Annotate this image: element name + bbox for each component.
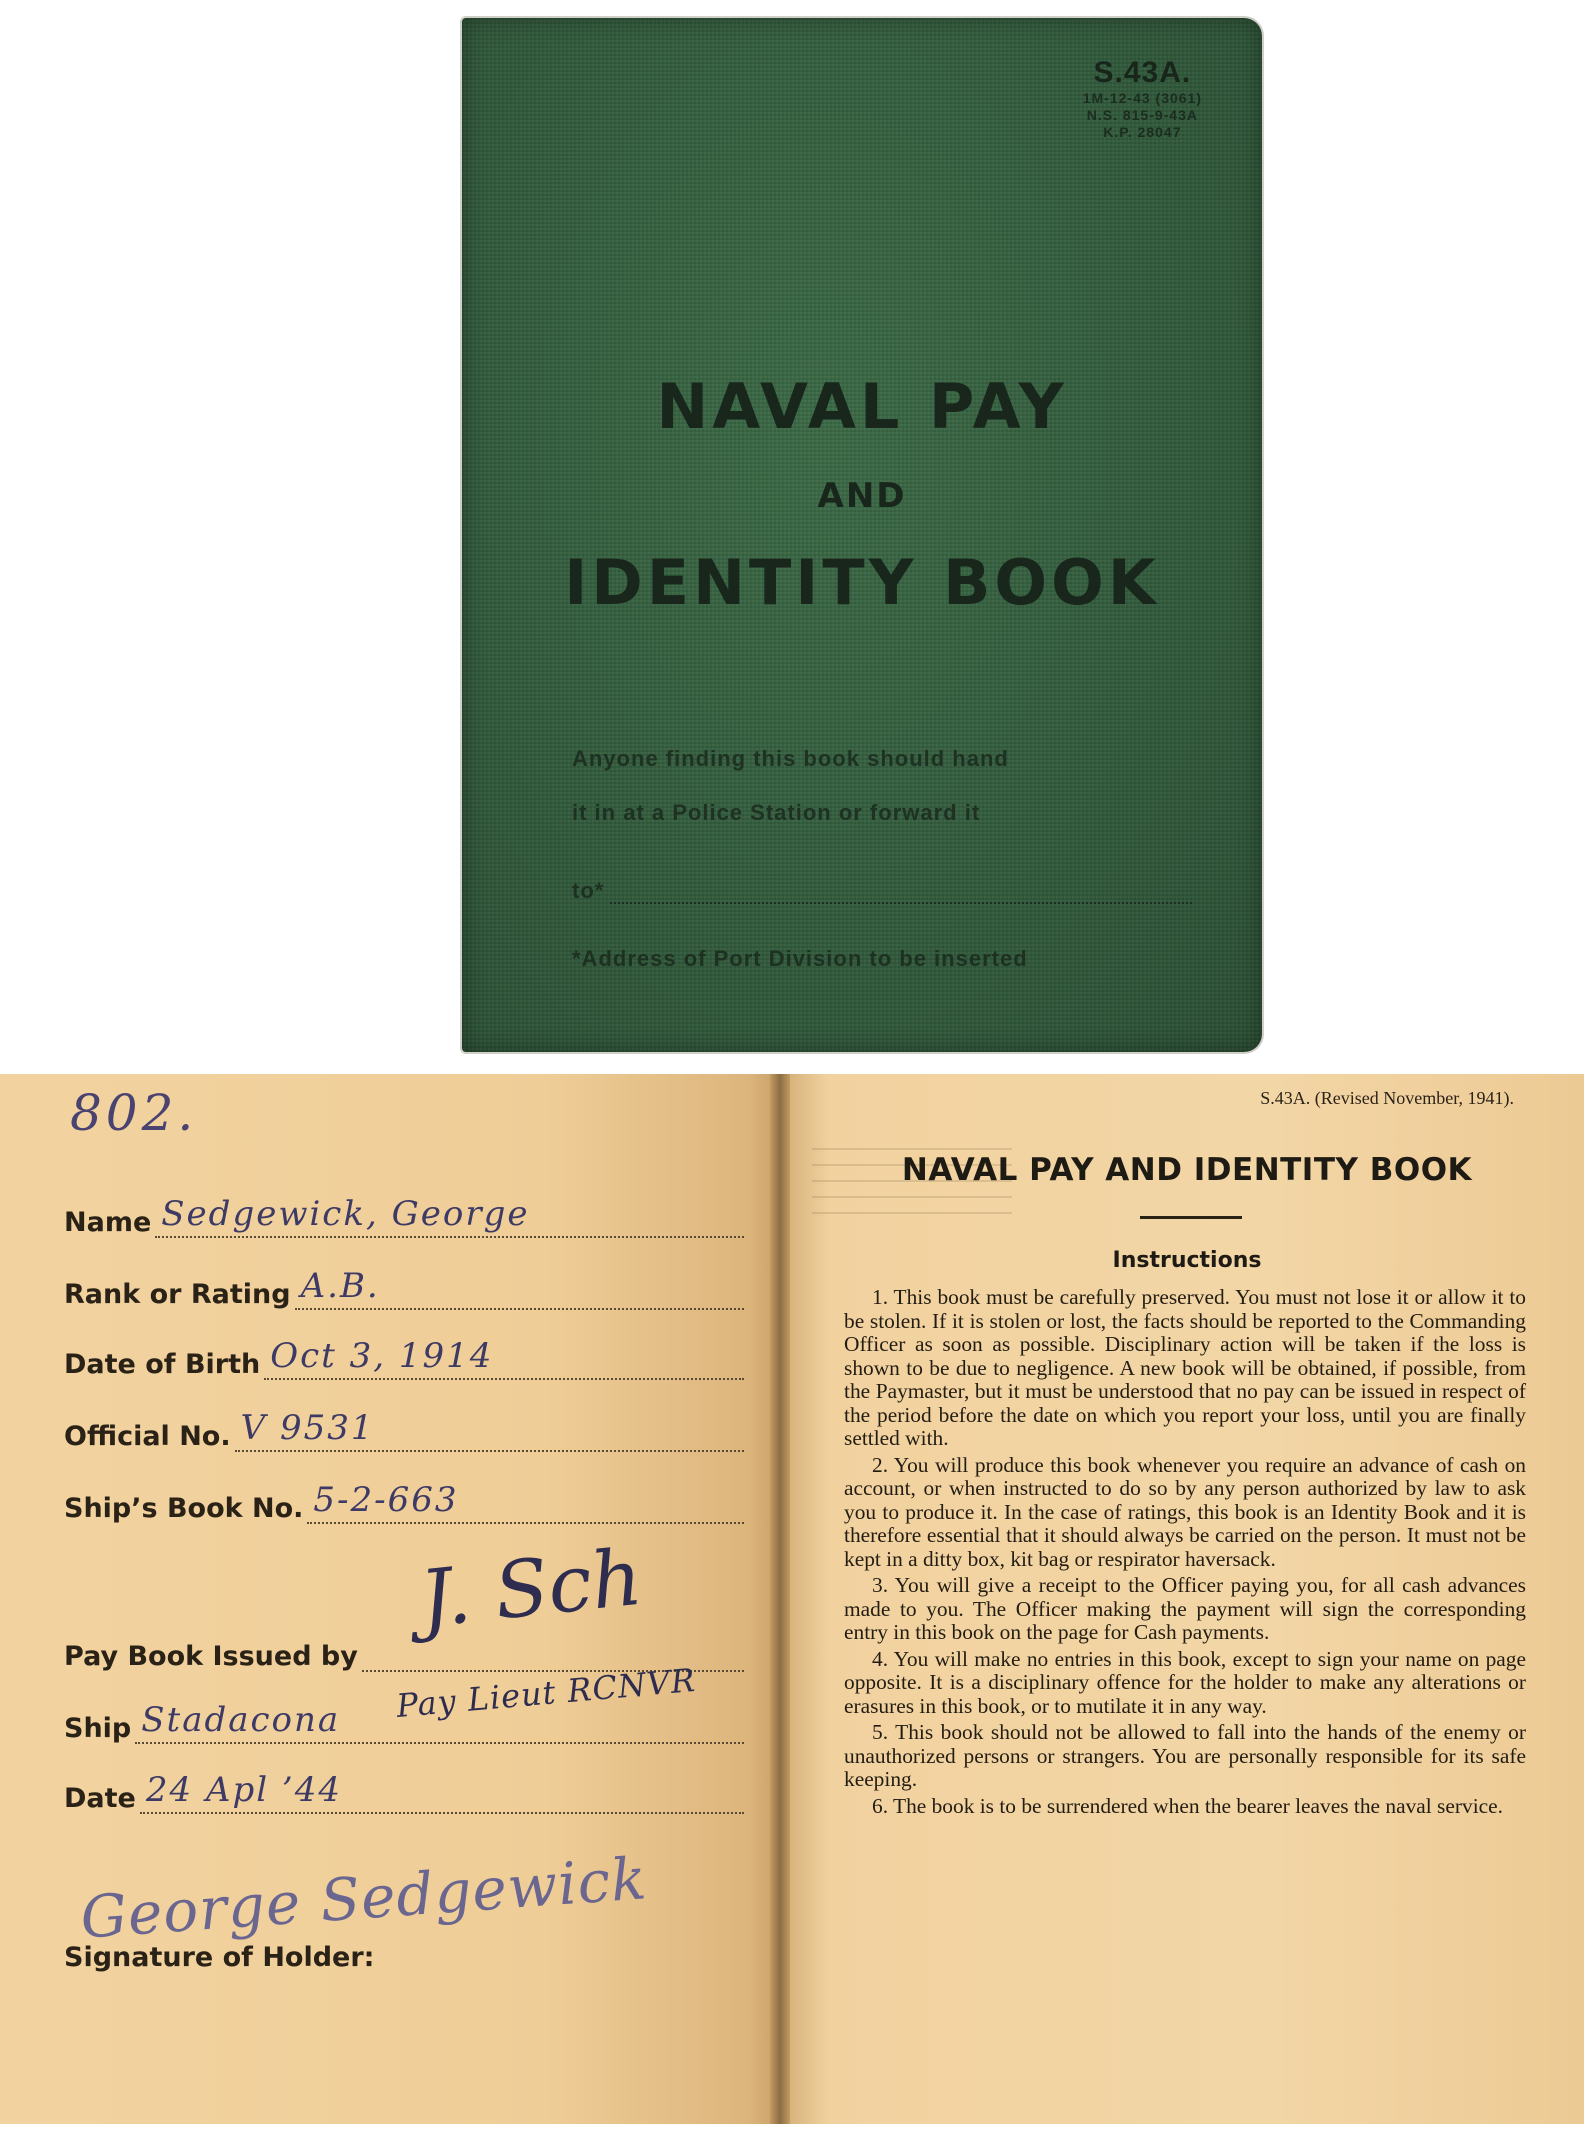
ships-book-no-field: [64, 1480, 744, 1524]
holder-signature-label: Signature of Holder:: [64, 1942, 375, 1973]
cover-address-line: [610, 884, 1192, 904]
title-divider: [1140, 1216, 1242, 1219]
cover-print-line: N.S. 815-9-43A: [1086, 107, 1198, 123]
dob-value: Oct 3, 1914: [270, 1336, 494, 1376]
instruction-paragraph: 1. This book must be carefully preserved. You must not lose it or allow it to be stolen. If it is stolen or lost, the facts should be reported to the Commanding Officer as soon as possible. Disciplinary action will be taken if the loss is shown to be due to negligence. A new book will be obtained, if possible, from the Paymaster, but it must be understood that no pay can be issued in respect of the period before the date on which you report your loss, until you are finally settled with.: [844, 1285, 1526, 1450]
name-field: [64, 1194, 744, 1238]
instruction-paragraph: 5. This book should not be allowed to fall into the hands of the enemy or unauthorized persons or strangers. You are personally responsible for its safe keeping.: [844, 1720, 1526, 1791]
cover-form-code-block: [1083, 56, 1202, 141]
ships-book-no-value: 5-2-663: [313, 1480, 459, 1520]
holder-signature: George Sedgewick: [78, 1844, 650, 1952]
instructions-heading: Instructions: [1112, 1248, 1262, 1273]
cover-title-line: NAVAL PAY: [656, 370, 1068, 443]
cover-notice-to: [572, 878, 1192, 904]
book-cover: [462, 18, 1262, 1052]
cover-notice-line: Anyone finding this book should hand: [572, 746, 1009, 771]
page-title: NAVAL PAY AND IDENTITY BOOK: [901, 1152, 1473, 1188]
official-no-value: V 9531: [240, 1408, 375, 1448]
form-reference: S.43A. (Revised November, 1941).: [1260, 1088, 1514, 1108]
dob-label: Date of Birth: [64, 1349, 261, 1380]
instruction-paragraph: 4. You will make no entries in this book, except to sign your name on page opposite. It is a disciplinary offence for the holder to make any alterations or erasures in this book, or to mutilate it in any way.: [844, 1646, 1526, 1718]
ship-value: Stadacona: [141, 1700, 341, 1740]
date-line: [140, 1770, 744, 1814]
right-page: [790, 1074, 1584, 2124]
issued-by-label: Pay Book Issued by: [64, 1641, 358, 1672]
rank-field: [64, 1266, 744, 1310]
rank-label: Rank or Rating: [64, 1279, 291, 1310]
cover-form-code: S.43A.: [1093, 56, 1192, 89]
cover-print-line: K.P. 28047: [1103, 124, 1182, 140]
ship-field: [64, 1700, 744, 1744]
officer-title: Pay Lieut RCNVR: [394, 1660, 698, 1726]
dob-field: [64, 1336, 744, 1380]
instructions-list: [844, 1286, 1526, 1821]
ships-book-no-line: [307, 1480, 744, 1524]
cover-notice-footnote: *Address of Port Division to be inserted: [572, 946, 1028, 971]
instruction-paragraph: 3. You will give a receipt to the Officer paying you, for all cash advances made to you. The Officer making the payment will sign the corresponding entry in this book on the page for Cash payments.: [844, 1573, 1526, 1644]
official-no-field: [64, 1408, 744, 1452]
date-field: [64, 1770, 744, 1814]
open-book: [0, 1074, 1584, 2124]
name-value: Sedgewick, George: [161, 1194, 530, 1234]
cover-title-line: AND: [817, 476, 907, 516]
cover-notice-line: it in at a Police Station or forward it: [572, 800, 981, 825]
official-no-line: [235, 1408, 744, 1452]
book-spine: [770, 1074, 790, 2124]
ship-line: [135, 1700, 744, 1744]
rank-value: A.B.: [300, 1266, 380, 1306]
rank-line: [295, 1266, 744, 1310]
official-no-label: Official No.: [64, 1421, 231, 1452]
name-label: Name: [64, 1207, 152, 1238]
dob-line: [264, 1336, 744, 1380]
date-value: 24 Apl ’44: [145, 1770, 343, 1810]
name-line: [155, 1194, 744, 1238]
date-label: Date: [64, 1783, 136, 1814]
ships-book-no-label: Ship’s Book No.: [64, 1493, 304, 1524]
sheet-number: 802.: [70, 1084, 198, 1142]
ship-label: Ship: [64, 1713, 132, 1744]
cover-title-line: IDENTITY BOOK: [564, 546, 1160, 619]
officer-signature: J. Sch: [415, 1532, 647, 1646]
cover-print-line: 1M-12-43 (3061): [1082, 90, 1202, 106]
instruction-paragraph: 2. You will produce this book whenever you require an advance of cash on account, or when instructed to do so by any person authorized by law to ask you to produce it. In the case of ratings, this book is an Identity Book and it is therefore essential that it should always be carried on the person. It must not be kept in a ditty box, kit bag or respirator haversack.: [844, 1452, 1526, 1571]
cover-notice-to-label: to*: [572, 878, 605, 903]
left-page: [0, 1074, 780, 2124]
instruction-paragraph: 6. The book is to be surrendered when the bearer leaves the naval service.: [872, 1793, 1503, 1818]
